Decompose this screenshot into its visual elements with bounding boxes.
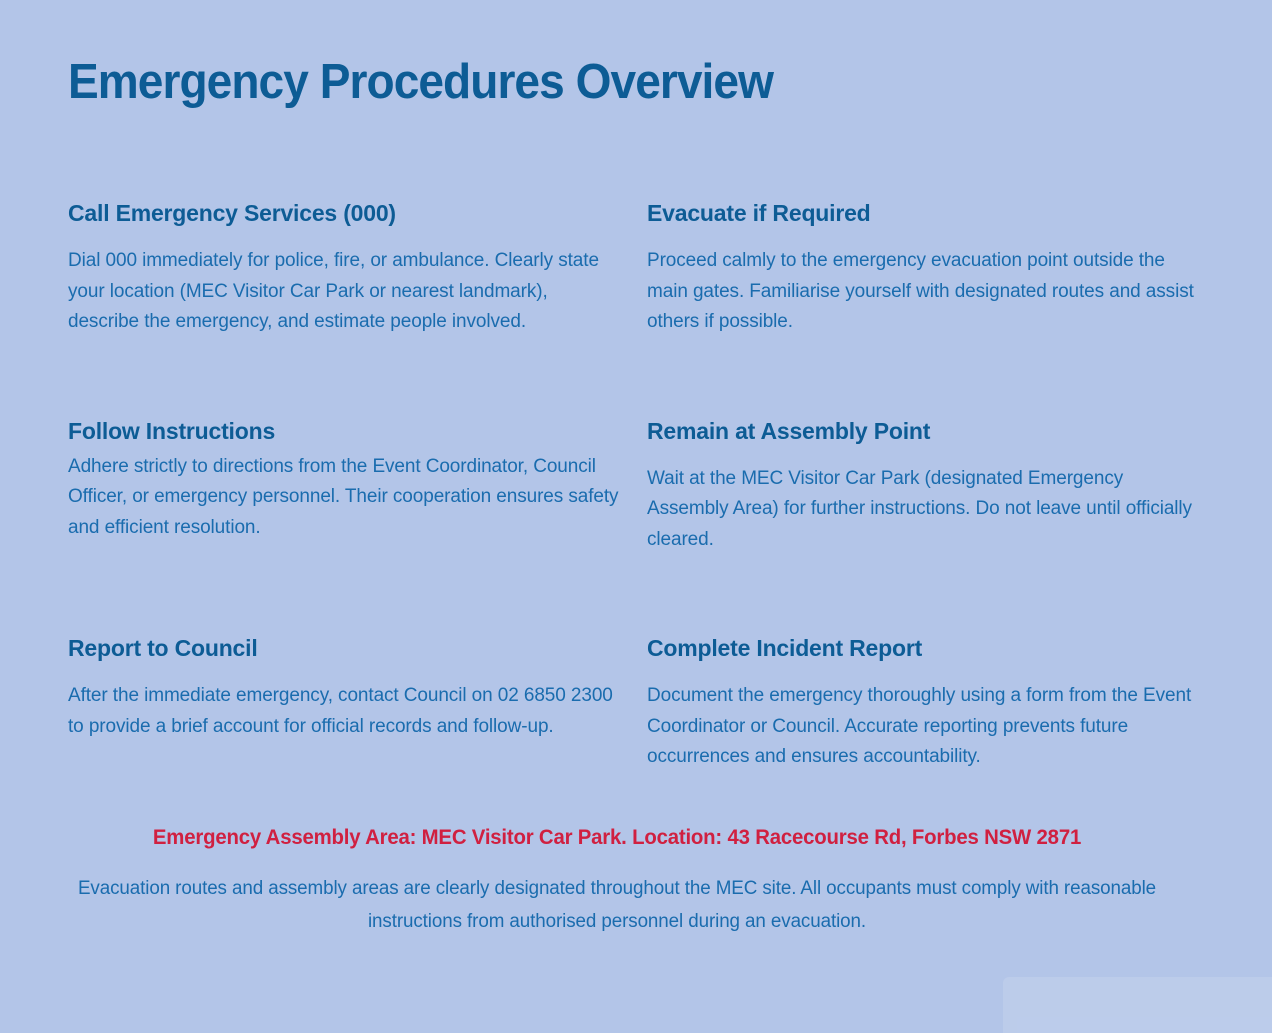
footer xyxy=(32,825,1202,938)
section-call-emergency-services xyxy=(68,199,620,338)
section-body: Dial 000 immediately for police, fire, or ambulance. Clearly state your location (MEC Visitor Car Park or nearest landmark), describe the emergency, and estimate people involved. xyxy=(68,250,599,332)
section-report-to-council xyxy=(68,634,620,773)
next-card-peek xyxy=(1003,977,1272,1033)
section-complete-incident-report xyxy=(647,634,1199,773)
section-body: Proceed calmly to the emergency evacuation point outside the main gates. Familiarise yourself with designated routes and assist others if possible. xyxy=(647,250,1194,332)
section-heading: Report to Council xyxy=(68,635,258,661)
section-body: Wait at the MEC Visitor Car Park (designated Emergency Assembly Area) for further instructions. Do not leave until officially cleared. xyxy=(647,467,1192,550)
emergency-assembly-area-line: Emergency Assembly Area: MEC Visitor Car Park. Location: 43 Racecourse Rd, Forbes NSW 2871 xyxy=(152,825,1082,849)
section-follow-instructions xyxy=(68,417,620,556)
section-heading: Remain at Assembly Point xyxy=(647,417,931,444)
section-body: Document the emergency thoroughly using a form from the Event Coordinator or Council. Accurate reporting prevents future occurrences and ensures accountability. xyxy=(647,685,1192,767)
evacuation-note: Evacuation routes and assembly areas are clearly designated throughout the MEC site. All occupants must comply with reasonable instructions from authorised personnel during an evacuation. xyxy=(77,877,1157,932)
section-heading: Complete Incident Report xyxy=(647,635,923,661)
section-evacuate-if-required xyxy=(647,199,1199,338)
procedures-grid xyxy=(68,199,1204,773)
section-heading: Follow Instructions xyxy=(68,417,276,444)
section-remain-at-assembly-point xyxy=(647,417,1199,556)
section-body: After the immediate emergency, contact Council on 02 6850 2300 to provide a brief account for official records and follow-up. xyxy=(68,685,613,737)
section-body: Adhere strictly to directions from the Event Coordinator, Council Officer, or emergency personnel. Their cooperation ensures safety and efficient resolution. xyxy=(68,455,619,538)
page-title: Emergency Procedures Overview xyxy=(68,55,773,109)
section-heading: Evacuate if Required xyxy=(647,200,871,226)
section-heading: Call Emergency Services (000) xyxy=(68,200,396,226)
